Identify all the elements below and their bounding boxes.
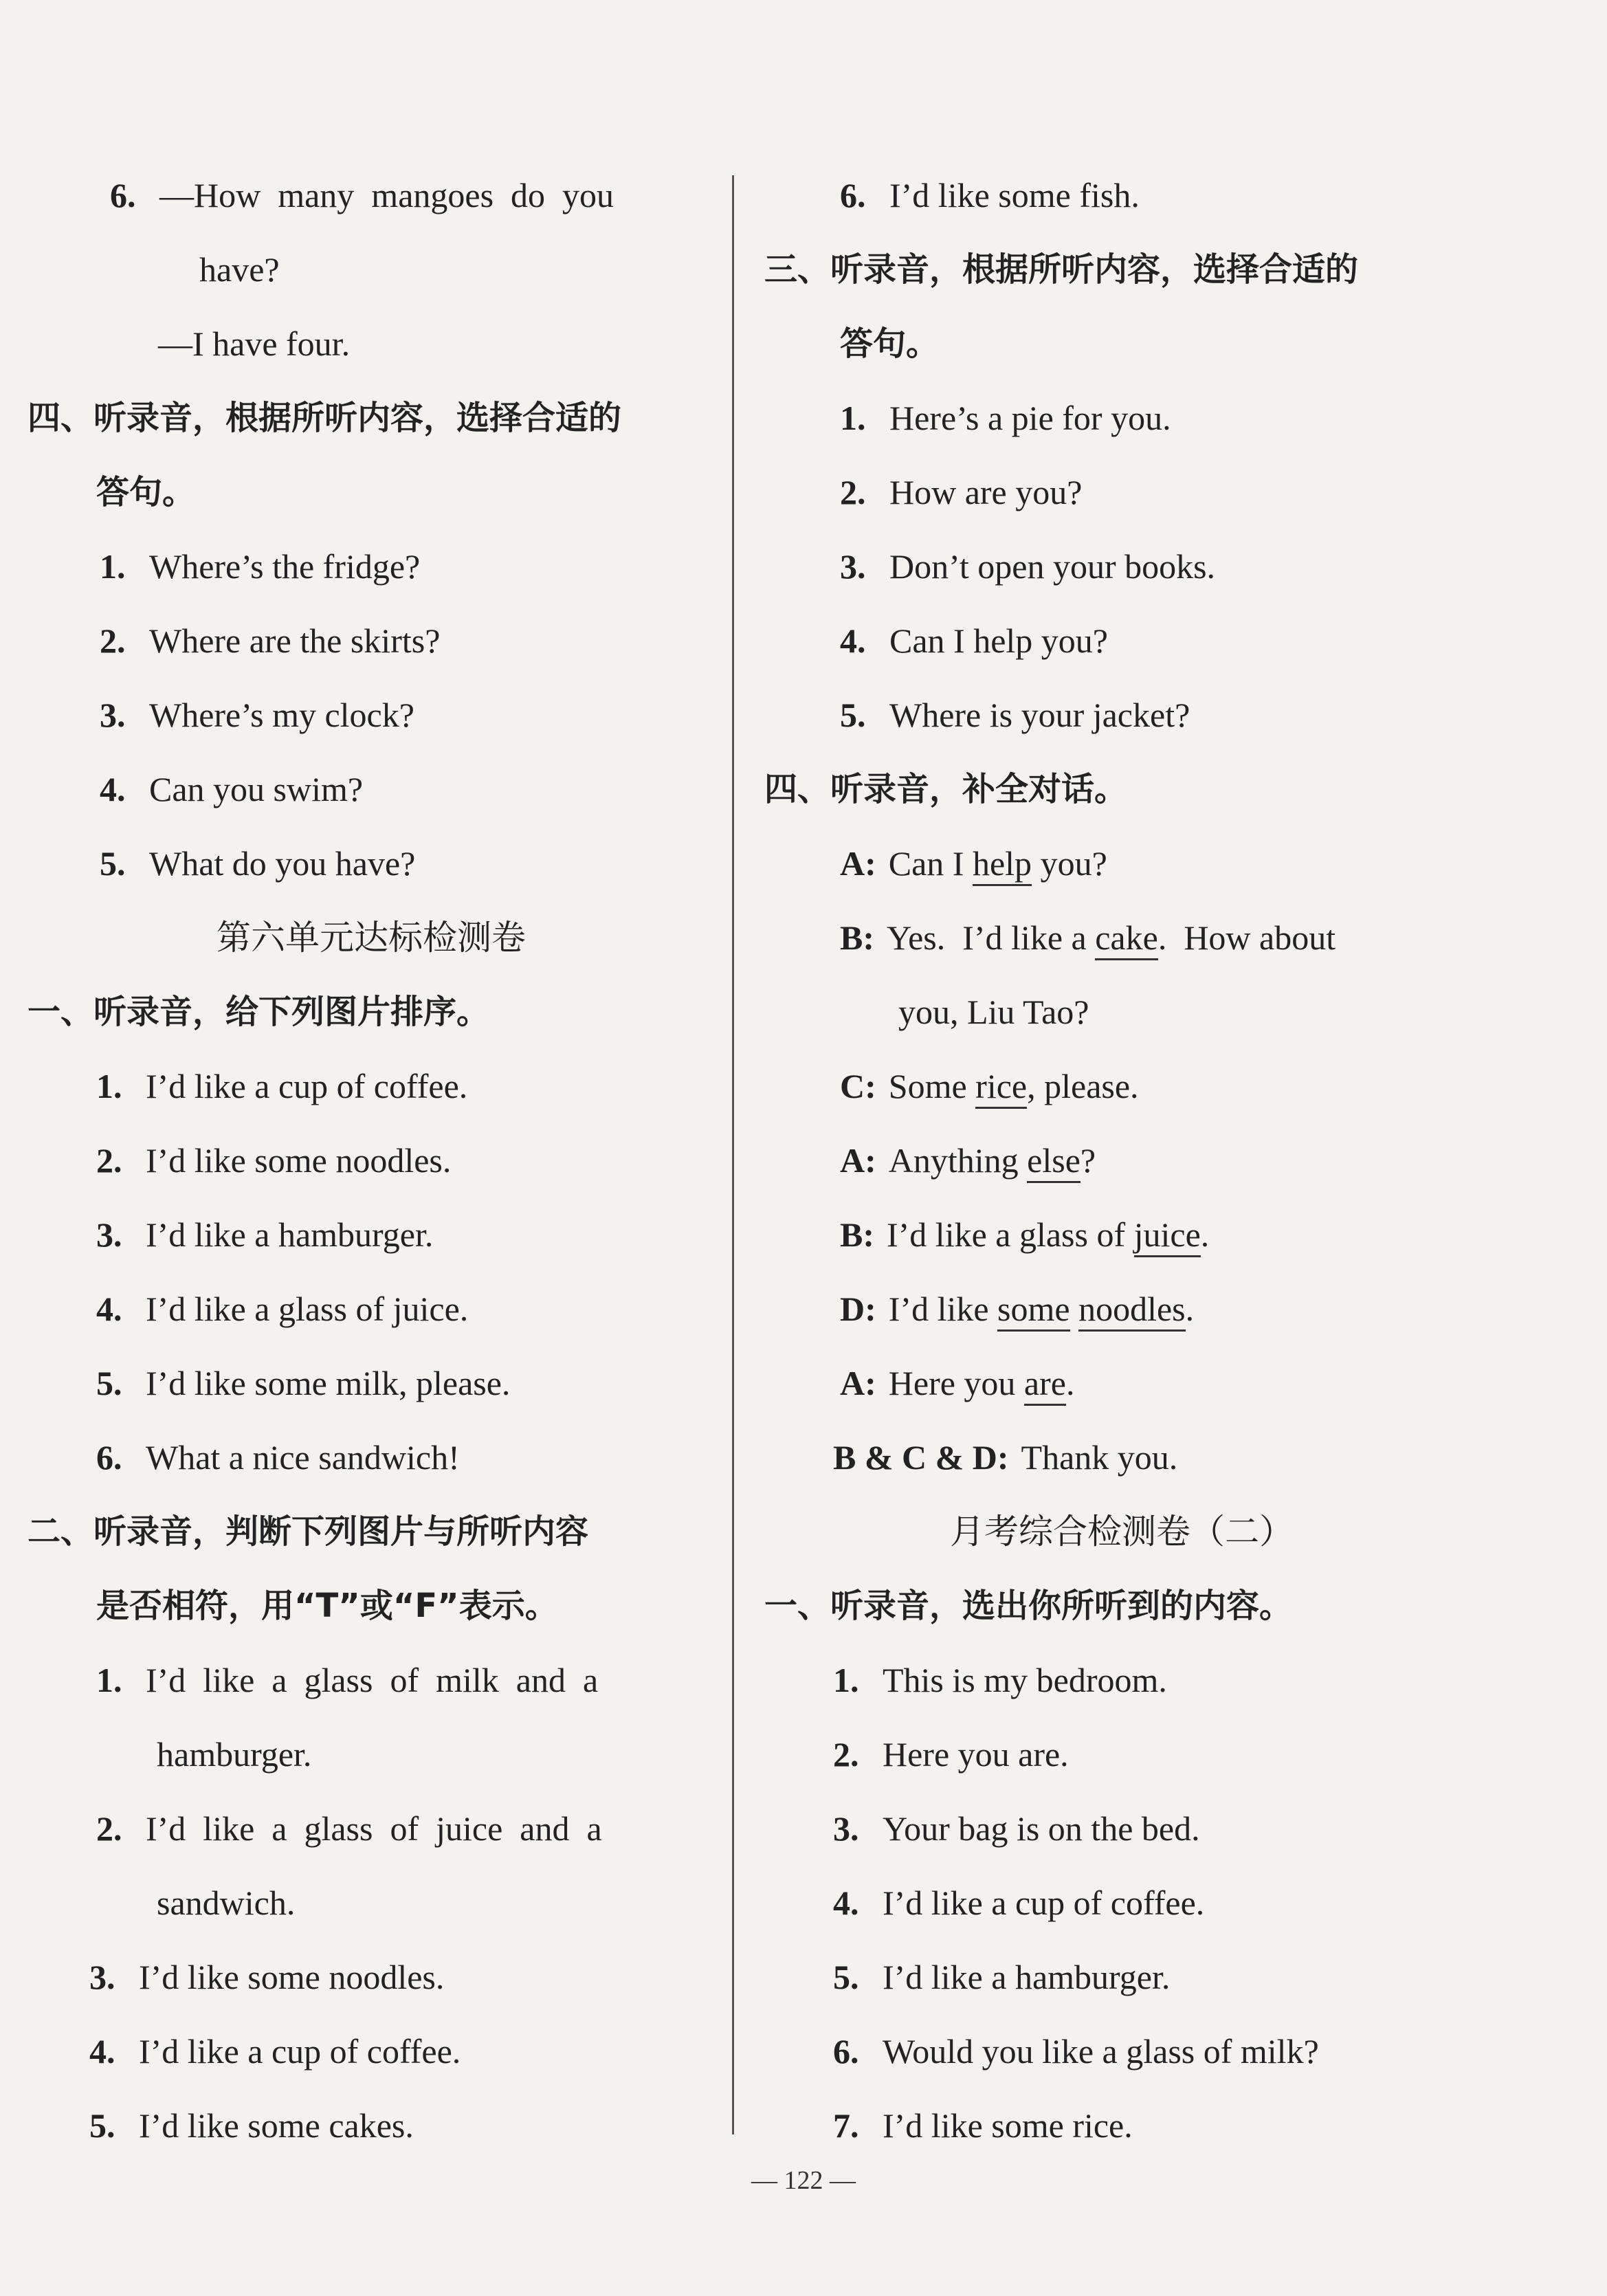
answer-blank: some xyxy=(997,1290,1070,1332)
dialog-line: A: Anything else? xyxy=(764,1123,1479,1197)
list-item: 3. Where’s my clock? xyxy=(100,696,414,734)
section-heading: 一、听录音，给下列图片排序。 xyxy=(27,993,490,1031)
dialog-line: A: Here you are. xyxy=(764,1346,1479,1420)
right-column xyxy=(764,158,1479,2163)
list-item: 4. I’d like a cup of coffee. xyxy=(89,2032,461,2071)
dialog-line: B: Yes. I’d like a cake. How about xyxy=(764,901,1479,975)
list-item-continuation: hamburger. xyxy=(157,1735,312,1774)
list-item: 5. What do you have? xyxy=(100,844,416,883)
dialog-line: A: Can I help you? xyxy=(764,826,1479,901)
list-item: 2. Where are the skirts? xyxy=(100,621,441,660)
list-item: 2. I’d like a glass of juice and a xyxy=(96,1809,602,1848)
list-item: 1. I’d like a glass of milk and a xyxy=(96,1661,599,1699)
list-item: 6. Would you like a glass of milk? xyxy=(833,2032,1319,2071)
list-item: 2. Here you are. xyxy=(833,1735,1069,1774)
list-item: 3. I’d like a hamburger. xyxy=(96,1215,434,1254)
list-item: 2. How are you? xyxy=(840,473,1083,511)
left-column xyxy=(27,158,715,2163)
list-item: 4. Can I help you? xyxy=(840,621,1108,660)
unit-title: 月考综合检测卷（二） xyxy=(950,1512,1294,1552)
list-item: 3. I’d like some noodles. xyxy=(89,1958,445,1996)
dialog-line: B: I’d like a glass of juice. xyxy=(764,1197,1479,1272)
answer-blank: else xyxy=(1027,1141,1080,1183)
list-item: 3. Your bag is on the bed. xyxy=(833,1809,1200,1848)
section-heading: 二、听录音，判断下列图片与所听内容 xyxy=(27,1512,589,1551)
list-item-continuation: have? xyxy=(199,250,280,289)
list-item: 5. I’d like some cakes. xyxy=(89,2106,414,2145)
list-item: 5. I’d like some milk, please. xyxy=(96,1364,511,1402)
answer-list xyxy=(764,1643,1479,2163)
list-item: 4. I’d like a cup of coffee. xyxy=(833,1884,1205,1922)
dialog-line: C: Some rice, please. xyxy=(764,1049,1479,1123)
list-item: 1. Here’s a pie for you. xyxy=(840,399,1171,437)
section-heading: 四、听录音，根据所听内容，选择合适的 xyxy=(27,399,622,437)
list-item: 3. Don’t open your books. xyxy=(840,547,1216,586)
answer-blank: help xyxy=(973,844,1032,886)
section-heading: 四、听录音，补全对话。 xyxy=(764,770,1128,808)
list-item: 6. —How many mangoes do you xyxy=(110,176,614,214)
list-item: 5. Where is your jacket? xyxy=(840,696,1190,734)
section-heading-continuation: 答句。 xyxy=(96,473,196,511)
list-item: 5. I’d like a hamburger. xyxy=(833,1958,1171,1996)
page-number: — 122 — xyxy=(751,2166,856,2195)
unit-title: 第六单元达标检测卷 xyxy=(217,918,526,958)
dialog-line: B & C & D: Thank you. xyxy=(833,1438,1178,1477)
list-item-continuation: sandwich. xyxy=(157,1884,296,1922)
list-item: 6. What a nice sandwich! xyxy=(96,1438,460,1477)
list-item: 7. I’d like some rice. xyxy=(833,2106,1133,2145)
list-item-continuation: —I have four. xyxy=(158,324,351,363)
answer-blank: juice xyxy=(1134,1215,1201,1257)
dialog-line: D: I’d like some noodles. xyxy=(764,1272,1479,1346)
list-item: 2. I’d like some noodles. xyxy=(96,1141,452,1180)
list-item: 4. Can you swim? xyxy=(100,770,364,808)
answer-list xyxy=(764,381,1479,752)
list-item: 4. I’d like a glass of juice. xyxy=(96,1290,469,1328)
dialog xyxy=(764,826,1479,1494)
list-item: 1. Where’s the fridge? xyxy=(100,547,421,586)
answer-blank: rice xyxy=(975,1067,1027,1109)
answer-list xyxy=(27,529,715,901)
section-heading: 一、听录音，选出你所听到的内容。 xyxy=(764,1587,1293,1625)
answer-list xyxy=(27,1049,715,1494)
column-divider xyxy=(732,175,734,2134)
list-item: 1. This is my bedroom. xyxy=(833,1661,1167,1699)
dialog-line-continuation: you, Liu Tao? xyxy=(898,993,1089,1031)
section-heading-continuation: 答句。 xyxy=(840,324,940,363)
answer-blank: noodles xyxy=(1078,1290,1186,1332)
section-heading: 三、听录音，根据所听内容，选择合适的 xyxy=(764,250,1359,289)
answer-blank: cake xyxy=(1095,918,1158,960)
list-item: 6. I’d like some fish. xyxy=(840,176,1140,214)
list-item: 1. I’d like a cup of coffee. xyxy=(96,1067,468,1105)
answer-blank: are xyxy=(1024,1364,1066,1406)
section-heading-continuation: 是否相符，用“T”或“F”表示。 xyxy=(96,1587,558,1625)
